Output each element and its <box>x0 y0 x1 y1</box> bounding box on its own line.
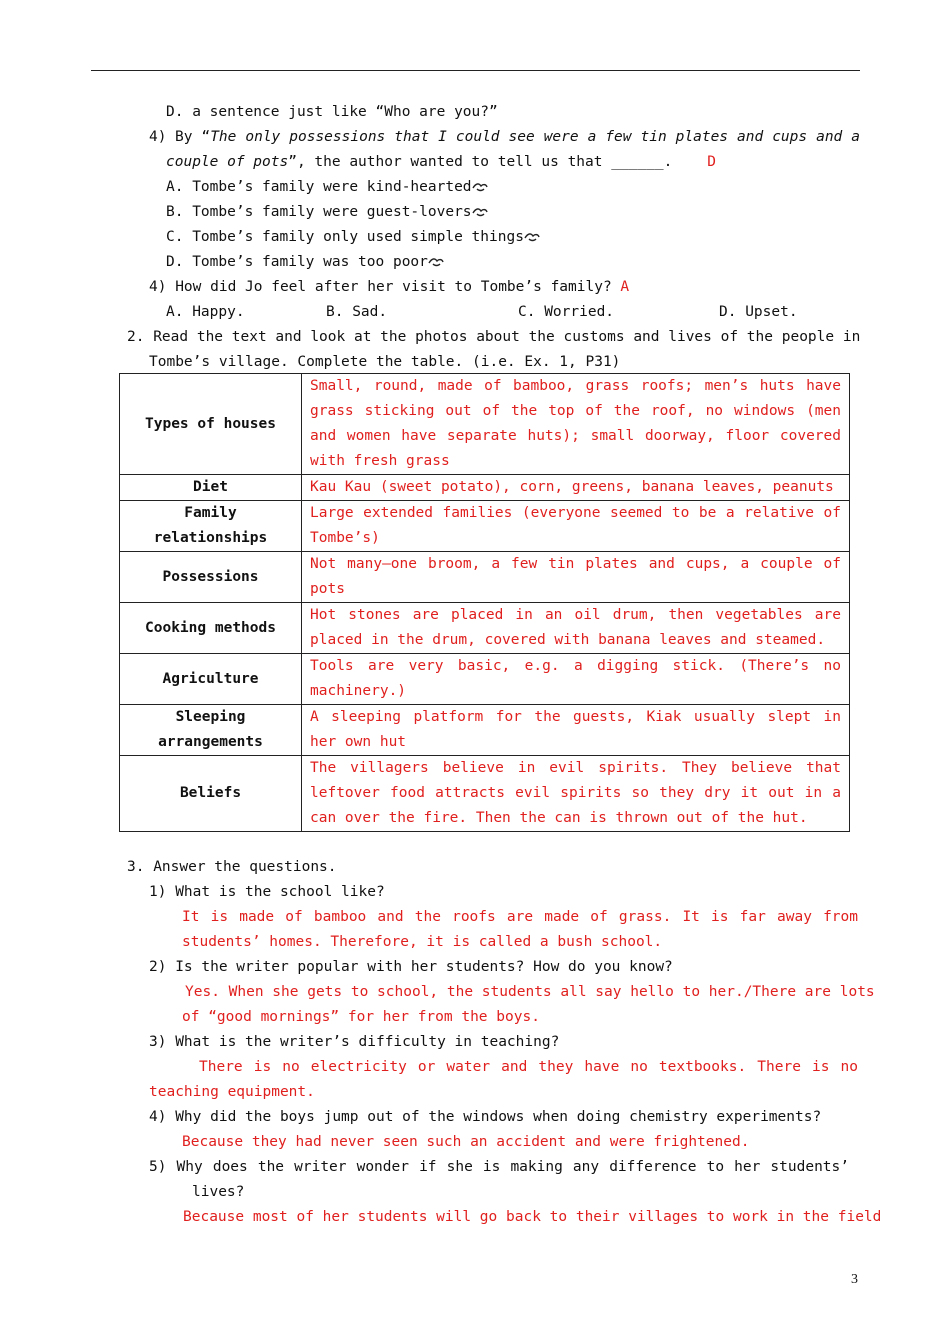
row-value: A sleeping platform for the guests, Kiak usually slept in her own hut <box>302 705 850 756</box>
row-label: Family relationships <box>120 501 302 552</box>
table-row <box>120 552 850 603</box>
q3-item-4: 4) Why did the boys jump out of the windows when doing chemistry experiments? <box>149 1109 822 1125</box>
q3-answer-1-line1: It is made of bamboo and the roofs are made of grass. It is far away from <box>182 909 858 925</box>
q3-answer-1-line2: students’ homes. Therefore, it is called a bush school. <box>182 934 663 950</box>
option-c: C. Tombe’s family only used simple things <box>166 225 540 250</box>
option-4b-b: B. Sad. <box>326 304 388 320</box>
question-2-line1: 2. Read the text and look at the photos about the customs and lives of the people in <box>127 329 861 345</box>
table-row <box>120 705 850 756</box>
table-row <box>120 603 850 654</box>
answer-4a: D <box>707 154 716 170</box>
q3-answer-5: Because most of her students will go back to their villages to work in the field <box>183 1209 882 1225</box>
q3-answer-2-line1: Yes. When she gets to school, the students all say hello to her./There are lots <box>185 984 875 1000</box>
question-2-line2: Tombe’s village. Complete the table. (i.e. Ex. 1, P31) <box>149 354 621 370</box>
q3-item-5-line2: lives? <box>192 1184 245 1200</box>
option-a: A. Tombe’s family were kind-hearted <box>166 175 488 200</box>
table-row <box>120 475 850 501</box>
q3-item-3: 3) What is the writer’s difficulty in teaching? <box>149 1034 560 1050</box>
bird-doodle-icon <box>472 207 488 217</box>
row-value: Hot stones are placed in an oil drum, then vegetables are placed in the drum, covered with banana leaves and steamed. <box>302 603 850 654</box>
row-label: Possessions <box>120 552 302 603</box>
page-number: 3 <box>851 1272 858 1287</box>
table-row <box>120 756 850 832</box>
bird-doodle-icon <box>472 182 488 192</box>
question-4b: 4) How did Jo feel after her visit to Tombe’s family? A <box>149 279 630 295</box>
q3-answer-3-line2: teaching equipment. <box>149 1084 315 1100</box>
header-rule <box>91 70 860 71</box>
customs-table <box>119 373 850 832</box>
row-label: Types of houses <box>120 374 302 475</box>
question-4a-number: 4) <box>149 129 167 145</box>
q3-answer-2-line2: of “good mornings” for her from the boys. <box>182 1009 540 1025</box>
table-row <box>120 654 850 705</box>
option-b: B. Tombe’s family were guest-lovers <box>166 200 488 225</box>
row-label: Sleeping arrangements <box>120 705 302 756</box>
q3-item-1: 1) What is the school like? <box>149 884 385 900</box>
option-4b-a: A. Happy. <box>166 304 245 320</box>
row-value: Not many—one broom, a few tin plates and cups, a couple of pots <box>302 552 850 603</box>
row-value: Tools are very basic, e.g. a digging stick. (There’s no machinery.) <box>302 654 850 705</box>
row-value: Small, round, made of bamboo, grass roofs; men’s huts have grass sticking out of the top of the roof, no windows (men and women have separate huts); small doorway, floor covered with fresh grass <box>302 374 850 475</box>
question-4a-quote: The only possessions that I could see were a few tin plates and cups and a <box>210 129 860 145</box>
table-row <box>120 374 850 475</box>
q3-item-2: 2) Is the writer popular with her students? How do you know? <box>149 959 673 975</box>
q3-answer-3-line1: There is no electricity or water and they have no textbooks. There is no <box>199 1059 858 1075</box>
row-label: Beliefs <box>120 756 302 832</box>
question-3-title: 3. Answer the questions. <box>127 859 337 875</box>
bird-doodle-icon <box>428 257 444 267</box>
option-d-prev: D. a sentence just like “Who are you?” <box>166 104 498 120</box>
answer-4b: A <box>620 279 630 295</box>
q3-item-5-line1: 5) Why does the writer wonder if she is making any difference to her students’ <box>149 1159 849 1175</box>
row-label: Agriculture <box>120 654 302 705</box>
option-d: D. Tombe’s family was too poor <box>166 250 444 275</box>
q3-answer-4: Because they had never seen such an accident and were frightened. <box>182 1134 750 1150</box>
option-4b-c: C. Worried. <box>518 304 615 320</box>
row-label: Cooking methods <box>120 603 302 654</box>
option-4b-d: D. Upset. <box>719 304 798 320</box>
question-4a-line1: By “The only possessions that I could see were a few tin plates and cups and a <box>175 129 860 145</box>
row-value: Kau Kau (sweet potato), corn, greens, banana leaves, peanuts <box>302 475 850 501</box>
table-row <box>120 501 850 552</box>
row-value: Large extended families (everyone seemed to be a relative of Tombe’s) <box>302 501 850 552</box>
question-4a-line2: couple of pots”, the author wanted to tell us that ______. D <box>166 154 716 170</box>
row-label: Diet <box>120 475 302 501</box>
bird-doodle-icon <box>524 232 540 242</box>
row-value: The villagers believe in evil spirits. They believe that leftover food attracts evil spirits so they dry it out in a can over the fire. Then the can is thrown out of the hut. <box>302 756 850 832</box>
